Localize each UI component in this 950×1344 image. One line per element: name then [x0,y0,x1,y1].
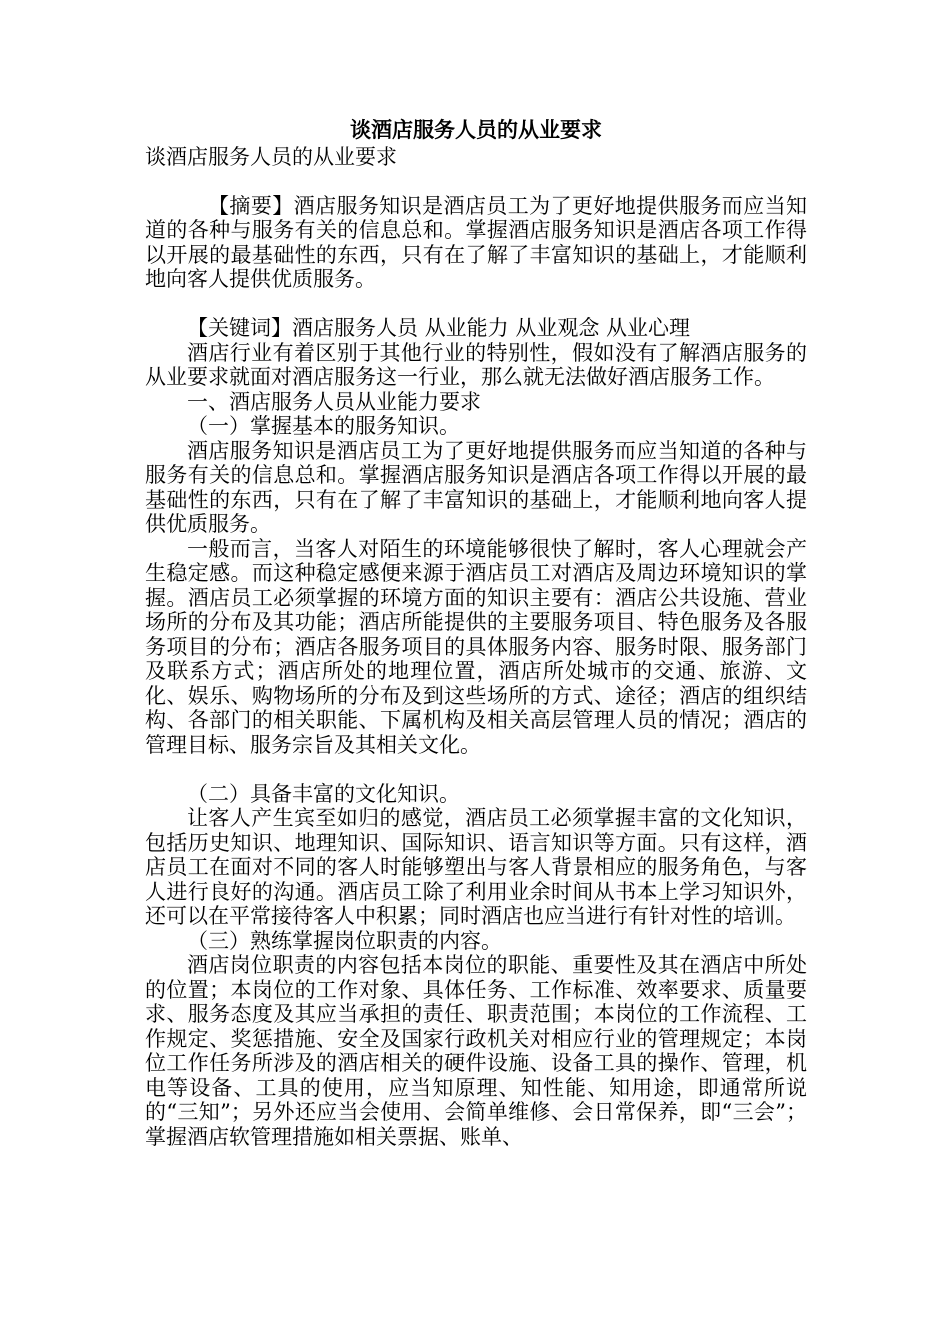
document-subtitle: 谈酒店服务人员的从业要求 [145,144,397,169]
intro-paragraph: 酒店行业有着区别于其他行业的特别性，假如没有了解酒店服务的从业要求就面对酒店服务这一行业，那么就无法做好酒店服务工作。 [145,340,807,389]
keywords-line: 【关键词】酒店服务人员 从业能力 从业观念 从业心理 [187,316,691,340]
subsection-heading-3: （三）熟练掌握岗位职责的内容。 [187,928,502,953]
subsection-heading-1: （一）掌握基本的服务知识。 [187,414,460,438]
abstract-paragraph: 【摘要】酒店服务知识是酒店员工为了更好地提供服务而应当知道的各种与服务有关的信息总和。掌握酒店服务知识是酒店各项工作得以开展的最基础性的东西，只有在了解了丰富知识的基础上，才能顺利地向客人提供优质服务。 [145,193,807,291]
document-page [145,118,807,1149]
section-heading-1: 一、酒店服务人员从业能力要求 [187,389,481,414]
paragraph: 酒店服务知识是酒店员工为了更好地提供服务而应当知道的各种与服务有关的信息总和。掌握酒店服务知识是酒店各项工作得以开展的最基础性的东西，只有在了解了丰富知识的基础上，才能顺利地向客人提供优质服务。 [145,438,807,536]
paragraph: 让客人产生宾至如归的感觉，酒店员工必须掌握丰富的文化知识，包括历史知识、地理知识、国际知识、语言知识等方面。只有这样，酒店员工在面对不同的客人时能够塑出与客人背景相应的服务角色，与客人进行良好的沟通。酒店员工除了利用业余时间从书本上学习知识外，还可以在平常接待客人中积累；同时酒店也应当进行有针对性的培训。 [145,806,807,928]
paragraph: 酒店岗位职责的内容包括本岗位的职能、重要性及其在酒店中所处的位置；本岗位的工作对象、具体任务、工作标准、效率要求、质量要求、服务态度及其应当承担的责任、职责范围；本岗位的工作流程、工作规定、奖惩措施、安全及国家行政机关对相应行业的管理规定；本岗位工作任务所涉及的酒店相关的硬件设施、设备工具的操作、管理，机电等设备、工具的使用，应当知原理、知性能、知用途，即通常所说的“三知”；另外还应当会使用、会简单维修、会日常保养，即“三会”；掌握酒店软管理措施如相关票据、账单、 [145,953,807,1149]
document-title: 谈酒店服务人员的从业要求 [350,117,602,142]
paragraph: 一般而言，当客人对陌生的环境能够很快了解时，客人心理就会产生稳定感。而这种稳定感便来源于酒店员工对酒店及周边环境知识的掌握。酒店员工必须掌握的环境方面的知识主要有：酒店公共设施、营业场所的分布及其功能；酒店所能提供的主要服务项目、特色服务及各服务项目的分布；酒店各服务项目的具体服务内容、服务时限、服务部门及联系方式；酒店所处的地理位置，酒店所处城市的交通、旅游、文化、娱乐、购物场所的分布及到这些场所的方式、途径；酒店的组织结构、各部门的相关职能、下属机构及相关高层管理人员的情况；酒店的管理目标、服务宗旨及其相关文化。 [145,536,807,757]
blank-line [145,169,807,194]
blank-line [145,292,807,317]
blank-line [145,757,807,782]
subsection-heading-2: （二）具备丰富的文化知识。 [187,781,460,806]
